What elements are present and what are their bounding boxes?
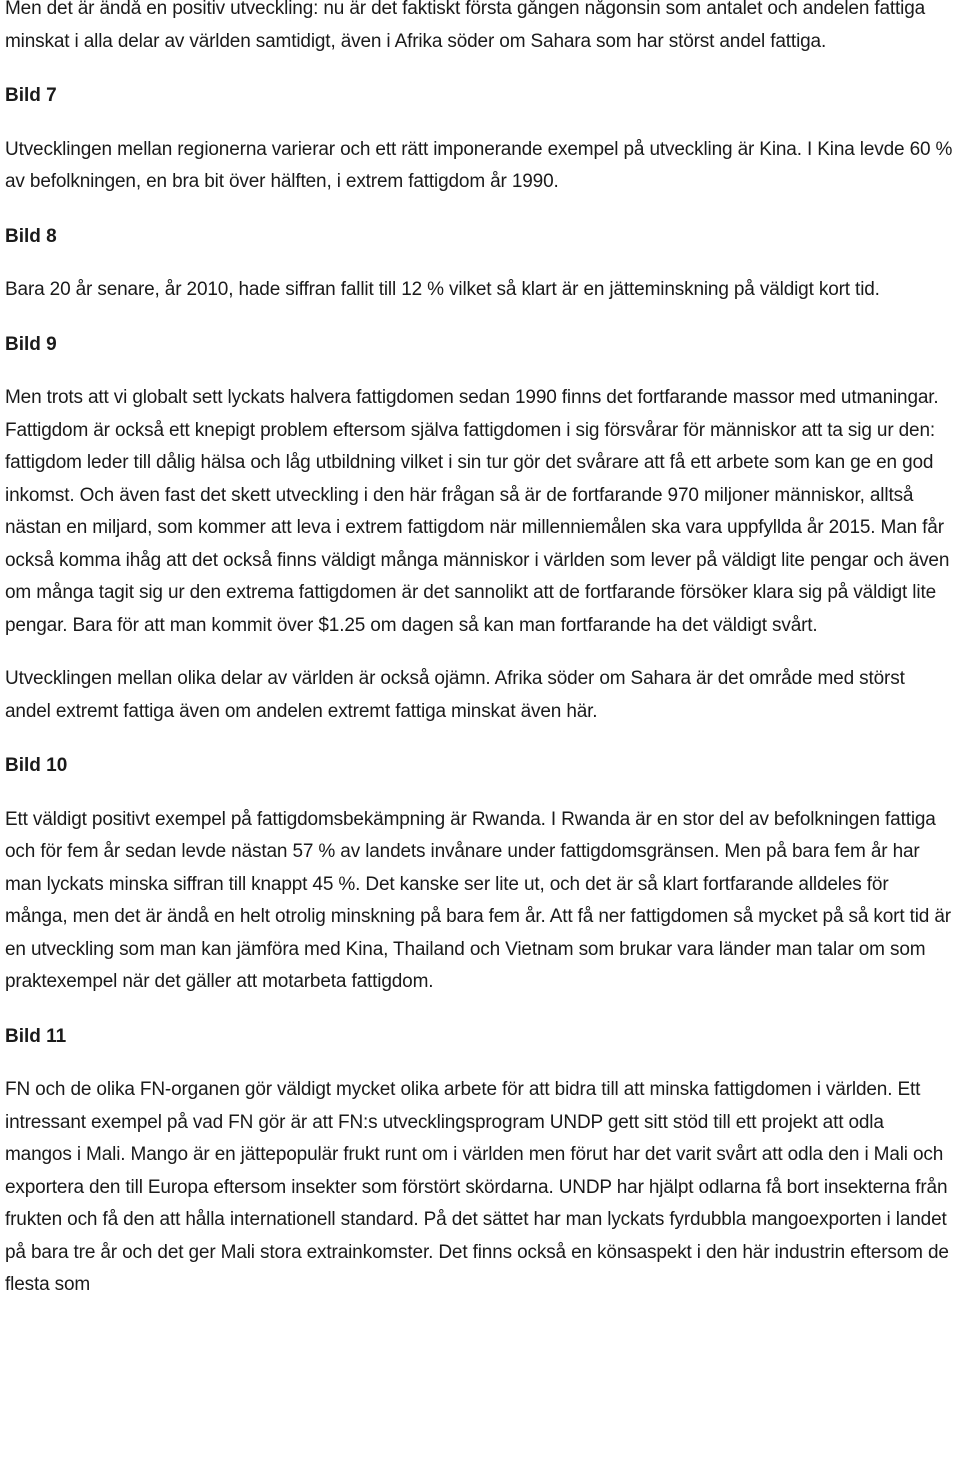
paragraph-uneven-development: Utvecklingen mellan olika delar av världen är också ojämn. Afrika söder om Sahara är det område med störst andel extremt fattiga även om andelen extremt fattiga minskat även här. bbox=[5, 668, 905, 722]
paragraph-rwanda: Ett väldigt positivt exempel på fattigdomsbekämpning är Rwanda. I Rwanda är en stor del av befolkningen fattiga och för fem år sedan levde nästan 57 % av landets invånare under fattigdomsgränsen. Men på bara fem år har man lyckats minska siffran till knappt 45 %. Det kanske ser lite ut, och det är så klart fortfarande alldeles för många, men det är ändå en helt otrolig minskning på bara fem år. Att få ner fattigdomen så mycket på så kort tid är en utveckling som man kan jämföra med Kina, Thailand och Vietnam som brukar vara länder man talar om som praktexempel när det gäller att motarbeta fattigdom. bbox=[5, 808, 951, 992]
document-page bbox=[5, 0, 955, 1302]
heading-bild-8: Bild 8 bbox=[5, 225, 57, 247]
paragraph-positive-development: Men det är ändå en positiv utveckling: nu är det faktiskt första gången någonsin som antalet och andelen fattiga minskat i alla delar av världen samtidigt, även i Afrika söder om Sahara som har störst andel fattiga. bbox=[5, 0, 926, 52]
heading-bild-7: Bild 7 bbox=[5, 85, 57, 106]
paragraph-china-1990: Utvecklingen mellan regionerna varierar och ett rätt imponerande exempel på utveckling är Kina. I Kina levde 60 % av befolkningen, en bra bit över hälften, i extrem fattigdom år 1990. bbox=[5, 138, 953, 192]
paragraph-un-mango-mali: FN och de olika FN-organen gör väldigt mycket olika arbete för att bidra till att minska fattigdomen i världen. Ett intressant exempel på vad FN gör är att FN:s utvecklingsprogram UNDP gett sitt stöd till ett projekt att odla mangos i Mali. Mango är en jättepopulär frukt runt om i världen men förut har det varit svårt att odla den i Mali och exportera den till Europa eftersom insekter som förstört skördarna. UNDP har hjälpt odlarna få bort insekterna från frukten och få den att hålla internationell standard. På det sättet har man lyckats fyrdubbla mangoexporten i landet på bara tre år och det ger Mali stora extrainkomster. Det finns också en könsaspekt i den här industrin eftersom de flesta som bbox=[5, 1079, 949, 1295]
paragraph-challenges: Men trots att vi globalt sett lyckats halvera fattigdomen sedan 1990 finns det fortfarande massor med utmaningar. Fattigdom är också ett knepigt problem eftersom själva fattigdomen i sig försvårar för människor att ta sig ur den: fattigdom leder till dålig hälsa och låg utbildning vilket i sin tur gör det svårare att få ett arbete som kan ge en god inkomst. Och även fast det skett utveckling i den här frågan så är de fortfarande 970 miljoner människor, alltså nästan en miljard, som kommer att leva i extrem fattigdom när millenniemålen ska vara uppfyllda år 2015. Man får också komma ihåg att det också finns väldigt många människor i världen som lever på väldigt lite pengar och även om många tagit sig ur den extrema fattigdomen är det sannolikt att de fortfarande försöker klara sig på väldigt lite pengar. Bara för att man kommit över $1.25 om dagen så kan man fortfarande ha det väldigt svårt. bbox=[5, 387, 950, 636]
heading-bild-9: Bild 9 bbox=[5, 333, 57, 355]
paragraph-china-2010: Bara 20 år senare, år 2010, hade siffran fallit till 12 % vilket så klart är en jätteminskning på väldigt kort tid. bbox=[5, 279, 880, 300]
heading-bild-10: Bild 10 bbox=[5, 755, 68, 776]
heading-bild-11: Bild 11 bbox=[5, 1025, 67, 1047]
